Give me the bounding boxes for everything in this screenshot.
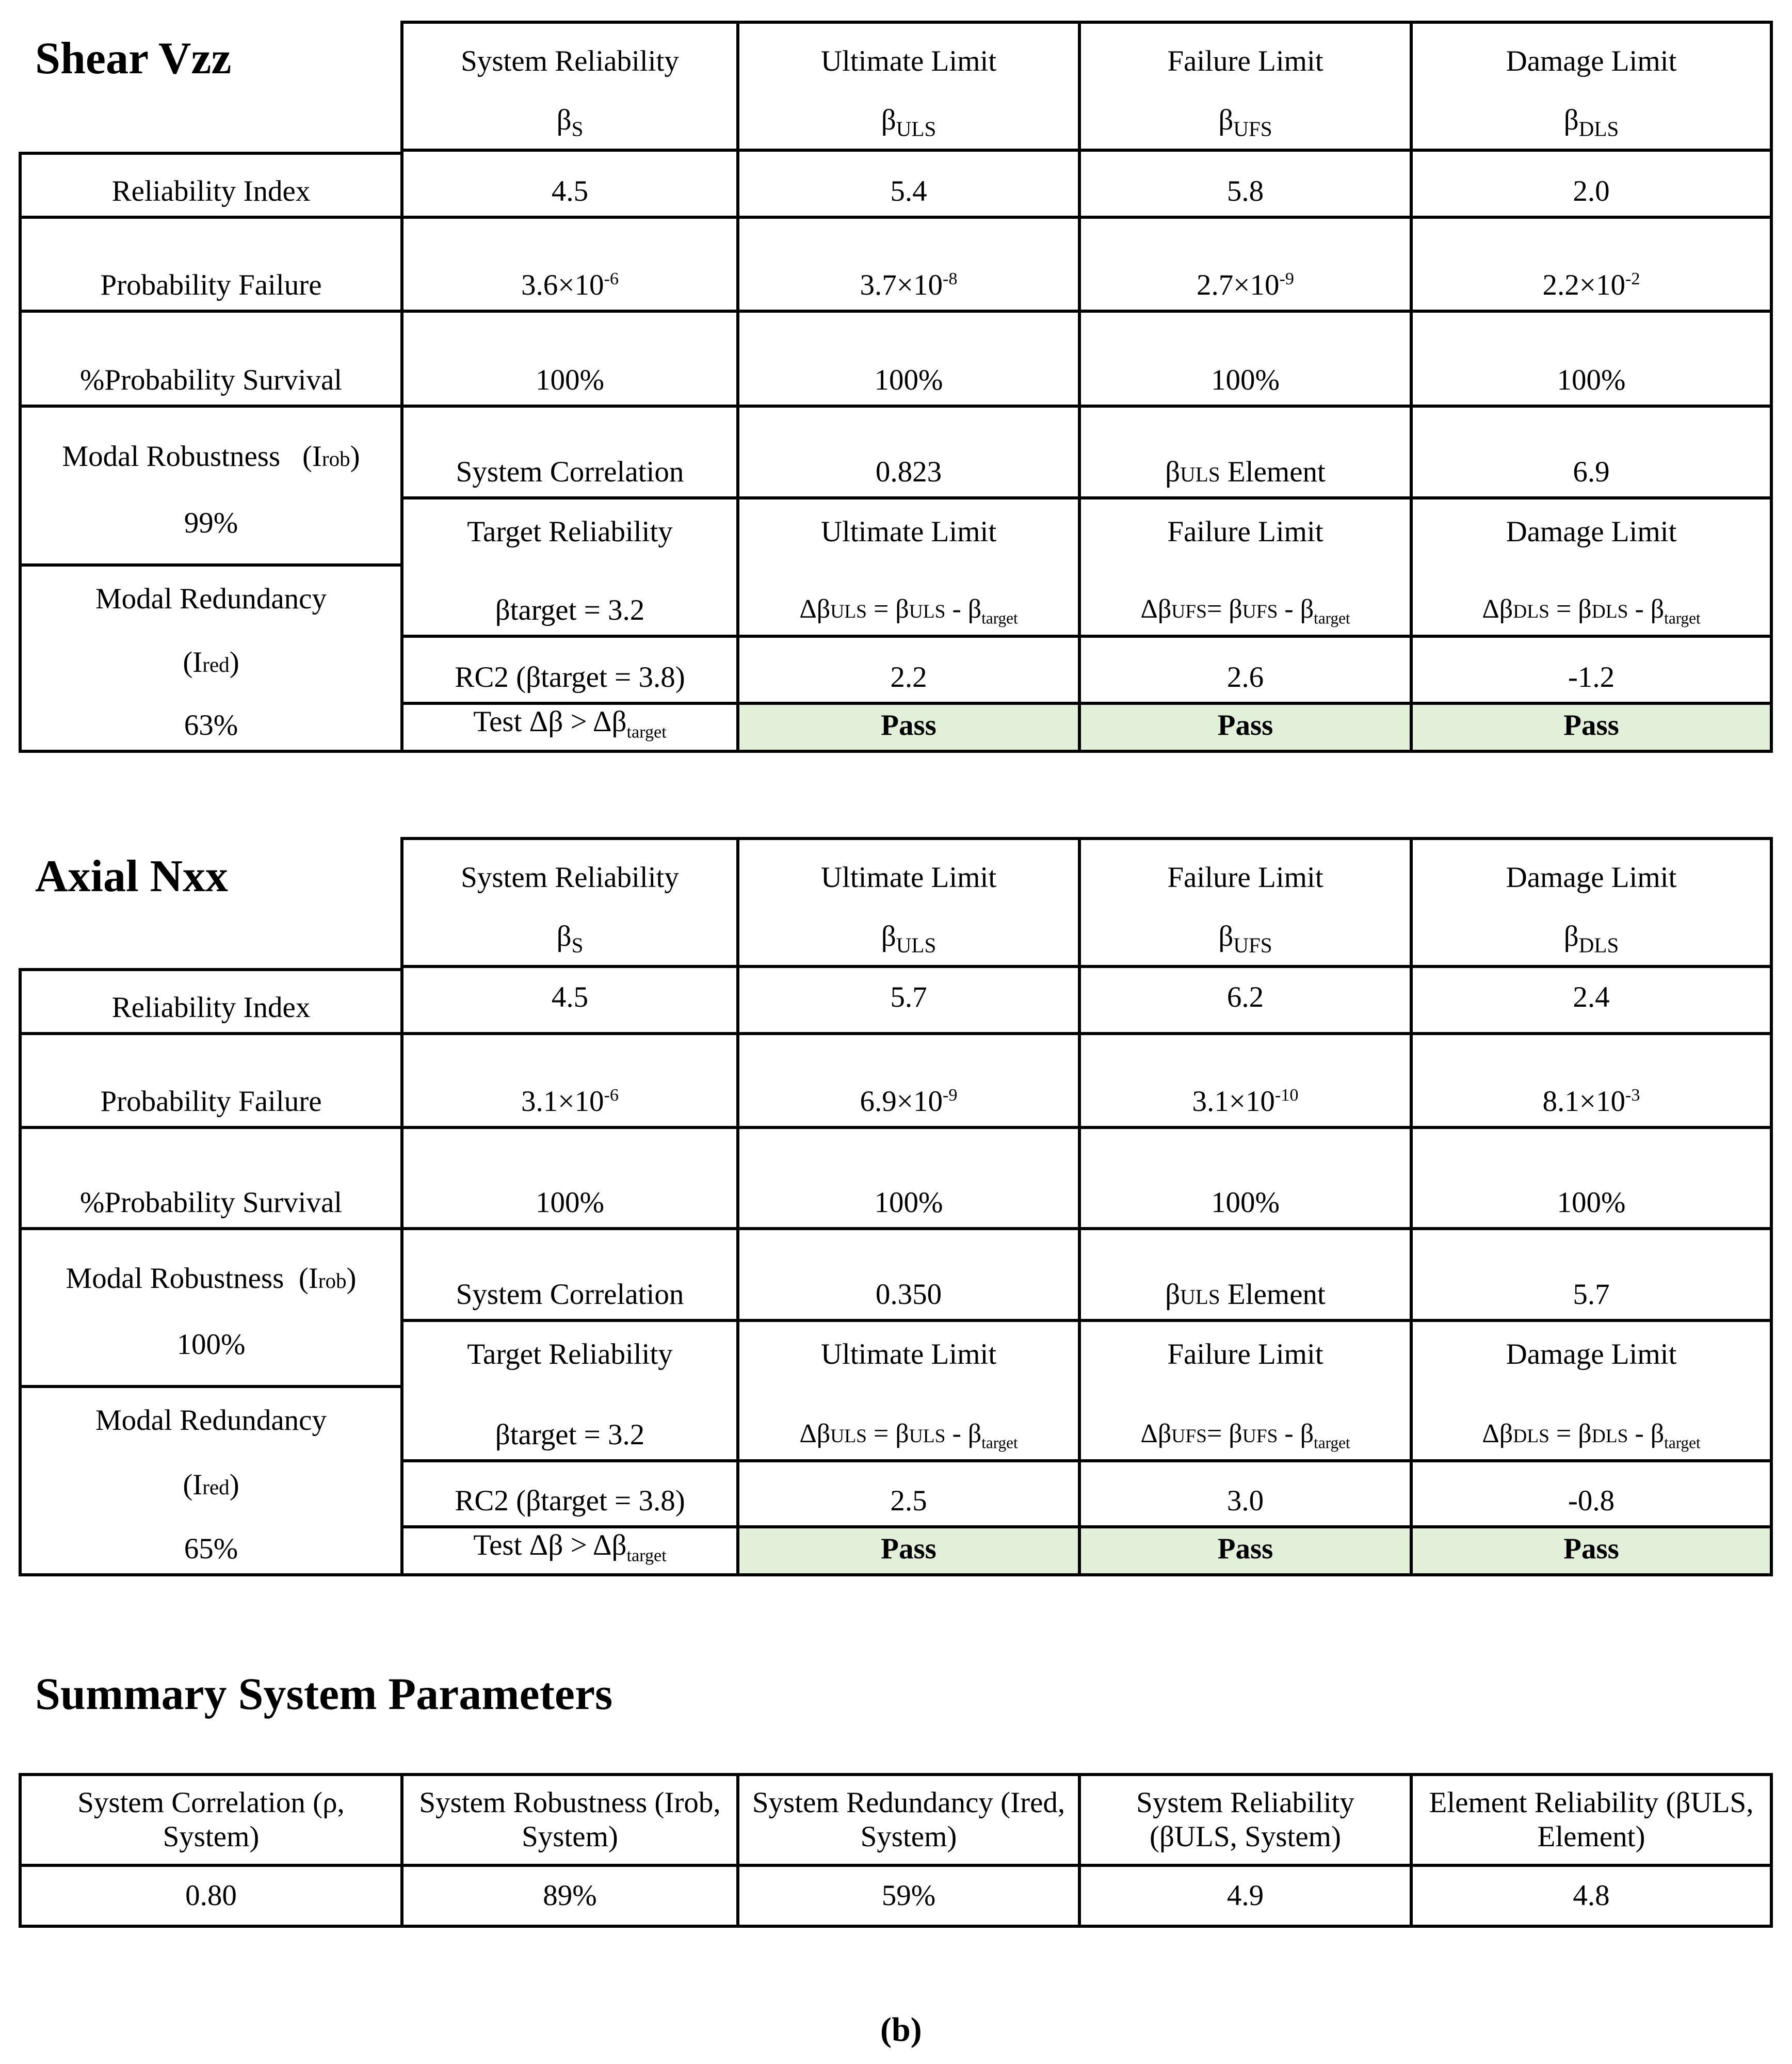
probability-failure-value: $3.7\times 10^{-8}$ bbox=[739, 219, 1081, 313]
probability-failure-value: $3.1\times 10^{-10}$ bbox=[1081, 1035, 1413, 1129]
test-pass-badge: Pass bbox=[1413, 705, 1773, 753]
probability-failure-value: $6.9\times 10^{-9}$ bbox=[739, 1035, 1081, 1129]
probability-survival-value: 100% bbox=[403, 313, 739, 408]
row-label-probability-failure: Probability Failure bbox=[19, 1035, 403, 1129]
probability-survival-value: 100% bbox=[1413, 1129, 1773, 1230]
target-failure-cell: Failure Limit $\Delta\beta UFS= \beta UFS - \beta_{target}$ bbox=[1081, 499, 1413, 638]
reliability-index-value: 5.8 bbox=[1081, 152, 1413, 219]
target-reliability-cell: Target Reliability βtarget = 3.2 bbox=[403, 499, 739, 638]
probability-survival-value: 100% bbox=[1081, 1129, 1413, 1230]
probability-survival-value: 100% bbox=[403, 1129, 739, 1230]
rc2-value: -0.8 bbox=[1413, 1462, 1773, 1528]
header-ultimate-limit: Ultimate Limit $\beta_{ULS}$ bbox=[739, 21, 1081, 152]
rc2-value: 2.6 bbox=[1081, 638, 1413, 705]
summary-value: 89% bbox=[403, 1867, 739, 1928]
row-label-probability-survival: %Probability Survival bbox=[19, 1129, 403, 1230]
header-damage-limit: Damage Limit $\beta_{DLS}$ bbox=[1413, 21, 1773, 152]
summary-title: Summary System Parameters bbox=[35, 1669, 613, 1719]
header-ultimate-limit: Ultimate Limit $\beta_{ULS}$ bbox=[739, 837, 1081, 968]
probability-failure-value: $3.1\times 10^{-6}$ bbox=[403, 1035, 739, 1129]
probability-survival-value: 100% bbox=[739, 1129, 1081, 1230]
header-system-reliability: System Reliability $\beta_S$ bbox=[403, 21, 739, 152]
summary-header: System Reliability (βULS, System) bbox=[1081, 1773, 1413, 1867]
system-correlation-label: System Correlation bbox=[403, 1230, 739, 1322]
table-title: Axial Nxx bbox=[35, 851, 228, 901]
header-system-reliability: System Reliability $\beta_S$ bbox=[403, 837, 739, 968]
target-damage-cell: Damage Limit $\Delta\beta DLS = \beta DLS - \beta_{target}$ bbox=[1413, 499, 1773, 638]
summary-value: 0.80 bbox=[19, 1867, 403, 1928]
test-pass-badge: Pass bbox=[739, 705, 1081, 753]
summary-value: 4.8 bbox=[1413, 1867, 1773, 1928]
target-damage-cell: Damage Limit $\Delta\beta DLS = \beta DLS - \beta_{target}$ bbox=[1413, 1322, 1773, 1462]
reliability-index-value: 6.2 bbox=[1081, 968, 1413, 1035]
row-label-probability-failure: Probability Failure bbox=[19, 219, 403, 313]
test-label: Test $\Delta\beta > \Delta\beta_{target}$ bbox=[403, 705, 739, 753]
target-ultimate-cell: Ultimate Limit $\Delta\beta ULS = \beta ULS - \beta_{target}$ bbox=[739, 1322, 1081, 1462]
modal-redundancy-cell: Modal Redundancy (Ired) 63% bbox=[19, 567, 403, 753]
figure-caption: (b) bbox=[880, 2011, 922, 2049]
probability-survival-value: 100% bbox=[1413, 313, 1773, 408]
system-correlation-value: 0.823 bbox=[739, 408, 1081, 499]
element-reliability-label: βULS Element bbox=[1081, 1230, 1413, 1322]
test-pass-badge: Pass bbox=[739, 1528, 1081, 1576]
test-pass-badge: Pass bbox=[1081, 1528, 1413, 1576]
target-failure-cell: Failure Limit $\Delta\beta UFS= \beta UFS - \beta_{target}$ bbox=[1081, 1322, 1413, 1462]
reliability-index-value: 5.7 bbox=[739, 968, 1081, 1035]
header-damage-limit: Damage Limit $\beta_{DLS}$ bbox=[1413, 837, 1773, 968]
reliability-index-value: 4.5 bbox=[403, 152, 739, 219]
reliability-index-value: 2.4 bbox=[1413, 968, 1773, 1035]
modal-robustness-cell: Modal Robustness (Irob) 99% bbox=[19, 408, 403, 567]
table-title: Shear Vzz bbox=[35, 34, 232, 84]
test-label: Test $\Delta\beta > \Delta\beta_{target}$ bbox=[403, 1528, 739, 1576]
target-ultimate-cell: Ultimate Limit $\Delta\beta ULS = \beta ULS - \beta_{target}$ bbox=[739, 499, 1081, 638]
reliability-index-value: 5.4 bbox=[739, 152, 1081, 219]
test-pass-badge: Pass bbox=[1413, 1528, 1773, 1576]
rc2-value: -1.2 bbox=[1413, 638, 1773, 705]
probability-survival-value: 100% bbox=[1081, 313, 1413, 408]
probability-failure-value: $2.2\times 10^{-2}$ bbox=[1413, 219, 1773, 313]
system-correlation-label: System Correlation bbox=[403, 408, 739, 499]
rc2-value: 2.2 bbox=[739, 638, 1081, 705]
reliability-index-value: 4.5 bbox=[403, 968, 739, 1035]
header-failure-limit: Failure Limit $\beta_{UFS}$ bbox=[1081, 837, 1413, 968]
rc2-label: RC2 (βtarget = 3.8) bbox=[403, 1462, 739, 1528]
summary-value: 59% bbox=[739, 1867, 1081, 1928]
row-label-probability-survival: %Probability Survival bbox=[19, 313, 403, 408]
modal-robustness-cell: Modal Robustness (Irob) 100% bbox=[19, 1230, 403, 1388]
probability-failure-value: $8.1\times 10^{-3}$ bbox=[1413, 1035, 1773, 1129]
header-failure-limit: Failure Limit $\beta_{UFS}$ bbox=[1081, 21, 1413, 152]
modal-redundancy-cell: Modal Redundancy (Ired) 65% bbox=[19, 1388, 403, 1576]
summary-header: Element Reliability (βULS, Element) bbox=[1413, 1773, 1773, 1867]
rc2-label: RC2 (βtarget = 3.8) bbox=[403, 638, 739, 705]
target-reliability-cell: Target Reliability βtarget = 3.2 bbox=[403, 1322, 739, 1462]
reliability-table-shear bbox=[19, 21, 1773, 753]
element-reliability-value: 6.9 bbox=[1413, 408, 1773, 499]
probability-failure-value: $2.7\times 10^{-9}$ bbox=[1081, 219, 1413, 313]
summary-header: System Robustness (Irob, System) bbox=[403, 1773, 739, 1867]
summary-header: System Redundancy (Ired, System) bbox=[739, 1773, 1081, 1867]
title-cell bbox=[19, 21, 403, 152]
row-label-reliability-index: Reliability Index bbox=[19, 968, 403, 1035]
test-pass-badge: Pass bbox=[1081, 705, 1413, 753]
rc2-value: 2.5 bbox=[739, 1462, 1081, 1528]
reliability-index-value: 2.0 bbox=[1413, 152, 1773, 219]
probability-survival-value: 100% bbox=[739, 313, 1081, 408]
element-reliability-label: βULS Element bbox=[1081, 408, 1413, 499]
probability-failure-value: $3.6\times 10^{-6}$ bbox=[403, 219, 739, 313]
summary-value: 4.9 bbox=[1081, 1867, 1413, 1928]
summary-header: System Correlation (ρ, System) bbox=[19, 1773, 403, 1867]
summary-table bbox=[19, 1773, 1773, 1928]
system-correlation-value: 0.350 bbox=[739, 1230, 1081, 1322]
rc2-value: 3.0 bbox=[1081, 1462, 1413, 1528]
title-cell bbox=[19, 837, 403, 968]
element-reliability-value: 5.7 bbox=[1413, 1230, 1773, 1322]
row-label-reliability-index: Reliability Index bbox=[19, 152, 403, 219]
reliability-table-axial bbox=[19, 837, 1773, 1576]
